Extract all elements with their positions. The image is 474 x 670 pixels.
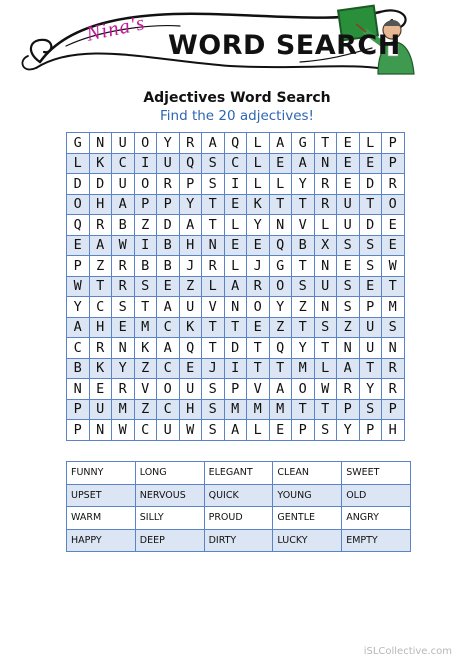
grid-cell[interactable]: U — [157, 420, 180, 441]
grid-cell[interactable]: I — [134, 235, 157, 256]
grid-cell[interactable]: E — [337, 174, 360, 195]
grid-cell[interactable]: O — [134, 174, 157, 195]
grid-cell[interactable]: L — [269, 174, 292, 195]
grid-cell[interactable]: Y — [247, 215, 270, 236]
letter-grid — [66, 132, 405, 441]
grid-cell[interactable]: D — [89, 174, 112, 195]
grid-cell[interactable]: R — [157, 174, 180, 195]
grid-cell[interactable]: L — [202, 276, 225, 297]
grid-cell[interactable]: S — [359, 235, 382, 256]
grid-cell[interactable]: T — [224, 317, 247, 338]
grid-cell[interactable]: P — [359, 297, 382, 318]
grid-cell[interactable]: T — [292, 256, 315, 277]
grid-cell[interactable]: N — [382, 338, 405, 359]
grid-cell[interactable]: C — [224, 153, 247, 174]
grid-cell[interactable]: C — [134, 420, 157, 441]
grid-cell[interactable]: R — [382, 379, 405, 400]
grid-cell[interactable]: T — [134, 297, 157, 318]
word-bank-row — [67, 529, 411, 552]
grid-row — [67, 215, 405, 236]
grid-cell[interactable]: P — [179, 174, 202, 195]
grid-cell[interactable]: U — [112, 174, 135, 195]
grid-cell[interactable]: T — [359, 194, 382, 215]
grid-cell[interactable]: Q — [179, 153, 202, 174]
grid-cell[interactable]: T — [292, 194, 315, 215]
grid-cell[interactable]: Y — [157, 133, 180, 154]
grid-cell[interactable]: R — [112, 379, 135, 400]
grid-cell[interactable]: E — [247, 235, 270, 256]
grid-cell[interactable]: H — [179, 235, 202, 256]
grid-row — [67, 256, 405, 277]
word-bank-item: GENTLE — [273, 507, 342, 530]
grid-cell[interactable]: D — [359, 215, 382, 236]
grid-cell[interactable]: E — [112, 317, 135, 338]
grid-cell[interactable]: P — [134, 194, 157, 215]
grid-cell[interactable]: E — [337, 153, 360, 174]
grid-cell[interactable]: C — [157, 358, 180, 379]
grid-cell[interactable]: Y — [292, 174, 315, 195]
grid-cell[interactable]: O — [157, 379, 180, 400]
grid-cell[interactable]: O — [269, 276, 292, 297]
grid-cell[interactable]: S — [202, 399, 225, 420]
grid-cell[interactable]: N — [269, 215, 292, 236]
grid-cell[interactable]: H — [89, 194, 112, 215]
grid-cell[interactable]: S — [382, 317, 405, 338]
grid-cell[interactable]: O — [247, 297, 270, 318]
grid-cell[interactable]: C — [89, 297, 112, 318]
grid-cell[interactable]: B — [157, 256, 180, 277]
grid-cell[interactable]: N — [224, 297, 247, 318]
word-bank-item: LONG — [135, 462, 204, 485]
grid-cell[interactable]: E — [224, 194, 247, 215]
grid-cell[interactable]: R — [179, 133, 202, 154]
grid-cell[interactable]: S — [314, 317, 337, 338]
grid-cell[interactable]: S — [292, 276, 315, 297]
grid-cell[interactable]: Y — [67, 297, 90, 318]
grid-cell[interactable]: R — [112, 256, 135, 277]
grid-row — [67, 174, 405, 195]
word-bank-item: ANGRY — [342, 507, 411, 530]
grid-cell[interactable]: E — [179, 358, 202, 379]
word-bank-item: CLEAN — [273, 462, 342, 485]
grid-cell[interactable]: V — [292, 215, 315, 236]
grid-cell[interactable]: P — [382, 133, 405, 154]
grid-cell[interactable]: Z — [89, 256, 112, 277]
word-bank-row — [67, 507, 411, 530]
grid-cell[interactable]: L — [67, 153, 90, 174]
grid-cell[interactable]: N — [314, 297, 337, 318]
grid-cell[interactable]: E — [269, 420, 292, 441]
grid-cell[interactable]: G — [269, 256, 292, 277]
grid-cell[interactable]: Q — [179, 338, 202, 359]
grid-row — [67, 358, 405, 379]
word-bank-item: HAPPY — [67, 529, 136, 552]
grid-cell[interactable]: Z — [179, 276, 202, 297]
grid-cell[interactable]: C — [157, 399, 180, 420]
grid-cell[interactable]: T — [202, 215, 225, 236]
grid-cell[interactable]: T — [202, 317, 225, 338]
grid-cell[interactable]: E — [89, 379, 112, 400]
grid-row — [67, 420, 405, 441]
grid-cell[interactable]: T — [314, 399, 337, 420]
grid-cell[interactable]: J — [247, 256, 270, 277]
grid-row — [67, 399, 405, 420]
grid-cell[interactable]: A — [89, 235, 112, 256]
grid-cell[interactable]: Q — [224, 133, 247, 154]
grid-cell[interactable]: C — [112, 153, 135, 174]
grid-cell[interactable]: I — [224, 174, 247, 195]
grid-cell[interactable]: P — [67, 420, 90, 441]
grid-cell[interactable]: E — [359, 276, 382, 297]
grid-cell[interactable]: V — [247, 379, 270, 400]
grid-cell[interactable]: T — [359, 358, 382, 379]
word-bank-item: QUICK — [204, 484, 273, 507]
grid-cell[interactable]: T — [269, 194, 292, 215]
grid-cell[interactable]: E — [157, 276, 180, 297]
worksheet-subtitle: Adjectives Word Search — [143, 90, 331, 106]
grid-cell[interactable]: M — [382, 297, 405, 318]
word-bank-item: SWEET — [342, 462, 411, 485]
grid-cell[interactable]: A — [224, 420, 247, 441]
grid-cell[interactable]: M — [292, 358, 315, 379]
word-bank-item: NERVOUS — [135, 484, 204, 507]
grid-cell[interactable]: Y — [292, 338, 315, 359]
grid-cell[interactable]: R — [314, 174, 337, 195]
grid-cell[interactable]: E — [337, 133, 360, 154]
grid-cell[interactable]: T — [89, 276, 112, 297]
grid-cell[interactable]: Y — [337, 420, 360, 441]
grid-cell[interactable]: U — [359, 338, 382, 359]
grid-cell[interactable]: X — [314, 235, 337, 256]
word-bank-item: DEEP — [135, 529, 204, 552]
grid-cell[interactable]: L — [247, 153, 270, 174]
word-bank-item: FUNNY — [67, 462, 136, 485]
grid-cell[interactable]: M — [247, 399, 270, 420]
grid-cell[interactable]: S — [202, 174, 225, 195]
grid-row — [67, 317, 405, 338]
grid-cell[interactable]: T — [202, 194, 225, 215]
word-bank-item: PROUD — [204, 507, 273, 530]
grid-cell[interactable]: U — [179, 379, 202, 400]
grid-cell[interactable]: Q — [67, 215, 90, 236]
grid-cell[interactable]: N — [112, 338, 135, 359]
grid-cell[interactable]: T — [292, 317, 315, 338]
header-banner — [0, 0, 474, 82]
grid-cell[interactable]: U — [337, 215, 360, 236]
grid-cell[interactable]: N — [337, 338, 360, 359]
grid-cell[interactable]: K — [89, 358, 112, 379]
grid-cell[interactable]: O — [382, 194, 405, 215]
grid-cell[interactable]: S — [359, 256, 382, 277]
grid-cell[interactable]: S — [202, 153, 225, 174]
word-bank-row — [67, 462, 411, 485]
grid-cell[interactable]: Z — [134, 358, 157, 379]
grid-cell[interactable]: Y — [179, 194, 202, 215]
grid-cell[interactable]: Y — [269, 297, 292, 318]
grid-cell[interactable]: A — [157, 297, 180, 318]
grid-cell[interactable]: I — [224, 358, 247, 379]
grid-cell[interactable]: C — [157, 317, 180, 338]
grid-cell[interactable]: T — [292, 399, 315, 420]
grid-cell[interactable]: B — [112, 215, 135, 236]
grid-cell[interactable]: E — [382, 235, 405, 256]
grid-cell[interactable]: Y — [359, 379, 382, 400]
grid-cell[interactable]: R — [382, 174, 405, 195]
grid-cell[interactable]: P — [224, 379, 247, 400]
grid-row — [67, 153, 405, 174]
grid-cell[interactable]: S — [337, 276, 360, 297]
grid-cell[interactable]: S — [359, 399, 382, 420]
grid-cell[interactable]: A — [202, 133, 225, 154]
grid-cell[interactable]: L — [314, 215, 337, 236]
grid-cell[interactable]: Q — [269, 235, 292, 256]
grid-cell[interactable]: P — [67, 256, 90, 277]
grid-cell[interactable]: L — [224, 256, 247, 277]
grid-cell[interactable]: A — [269, 379, 292, 400]
grid-cell[interactable]: E — [67, 235, 90, 256]
word-bank-item: LUCKY — [273, 529, 342, 552]
grid-cell[interactable]: N — [89, 420, 112, 441]
grid-row — [67, 194, 405, 215]
author-name: Nina's — [84, 10, 148, 46]
grid-cell[interactable]: S — [337, 297, 360, 318]
grid-cell[interactable]: U — [337, 194, 360, 215]
grid-cell[interactable]: L — [247, 174, 270, 195]
grid-cell[interactable]: P — [157, 194, 180, 215]
grid-cell[interactable]: U — [179, 297, 202, 318]
grid-cell[interactable]: N — [202, 235, 225, 256]
grid-cell[interactable]: U — [112, 133, 135, 154]
word-bank-item: YOUNG — [273, 484, 342, 507]
grid-cell[interactable]: P — [382, 153, 405, 174]
grid-cell[interactable]: M — [134, 317, 157, 338]
grid-cell[interactable]: Z — [134, 215, 157, 236]
grid-cell[interactable]: N — [314, 153, 337, 174]
word-bank-item: OLD — [342, 484, 411, 507]
grid-row — [67, 338, 405, 359]
grid-cell[interactable]: P — [292, 420, 315, 441]
grid-cell[interactable]: E — [224, 235, 247, 256]
grid-cell[interactable]: W — [112, 420, 135, 441]
grid-cell[interactable]: K — [247, 194, 270, 215]
grid-cell[interactable]: S — [337, 235, 360, 256]
grid-cell[interactable]: C — [67, 338, 90, 359]
grid-cell[interactable]: U — [359, 317, 382, 338]
grid-cell[interactable]: A — [157, 338, 180, 359]
grid-row — [67, 133, 405, 154]
grid-cell[interactable]: G — [292, 133, 315, 154]
grid-cell[interactable]: S — [202, 420, 225, 441]
grid-cell[interactable]: A — [269, 133, 292, 154]
grid-cell[interactable]: W — [179, 420, 202, 441]
grid-cell[interactable]: E — [359, 153, 382, 174]
grid-cell[interactable]: P — [382, 399, 405, 420]
grid-cell[interactable]: M — [112, 399, 135, 420]
grid-cell[interactable]: Y — [112, 358, 135, 379]
grid-cell[interactable]: G — [67, 133, 90, 154]
grid-row — [67, 379, 405, 400]
grid-cell[interactable]: D — [157, 215, 180, 236]
grid-cell[interactable]: O — [134, 133, 157, 154]
grid-cell[interactable]: I — [134, 153, 157, 174]
grid-cell[interactable]: S — [134, 276, 157, 297]
grid-cell[interactable]: H — [179, 399, 202, 420]
grid-cell[interactable]: A — [179, 215, 202, 236]
grid-cell[interactable]: T — [314, 133, 337, 154]
grid-cell[interactable]: N — [314, 256, 337, 277]
grid-cell[interactable]: R — [247, 276, 270, 297]
grid-cell[interactable]: V — [134, 379, 157, 400]
grid-cell[interactable]: M — [224, 399, 247, 420]
grid-cell[interactable]: A — [337, 358, 360, 379]
grid-cell[interactable]: Z — [337, 317, 360, 338]
grid-cell[interactable]: W — [314, 379, 337, 400]
grid-cell[interactable]: O — [67, 194, 90, 215]
grid-cell[interactable]: R — [337, 379, 360, 400]
grid-row — [67, 276, 405, 297]
grid-cell[interactable]: Z — [134, 399, 157, 420]
grid-cell[interactable]: L — [314, 358, 337, 379]
grid-cell[interactable]: U — [157, 153, 180, 174]
grid-cell[interactable]: D — [224, 338, 247, 359]
word-bank-item: SILLY — [135, 507, 204, 530]
grid-cell[interactable]: D — [67, 174, 90, 195]
grid-cell[interactable]: E — [337, 256, 360, 277]
grid-cell[interactable]: P — [337, 399, 360, 420]
grid-cell[interactable]: A — [112, 194, 135, 215]
grid-cell[interactable]: L — [224, 215, 247, 236]
grid-cell[interactable]: Z — [269, 317, 292, 338]
grid-cell[interactable]: R — [314, 194, 337, 215]
grid-cell[interactable]: R — [89, 215, 112, 236]
grid-cell[interactable]: T — [247, 338, 270, 359]
grid-cell[interactable]: E — [247, 317, 270, 338]
grid-cell[interactable]: U — [314, 276, 337, 297]
grid-cell[interactable]: L — [359, 133, 382, 154]
word-bank-item: DIRTY — [204, 529, 273, 552]
grid-cell[interactable]: U — [89, 399, 112, 420]
grid-cell[interactable]: B — [67, 358, 90, 379]
grid-cell[interactable]: A — [292, 153, 315, 174]
grid-cell[interactable]: E — [269, 153, 292, 174]
grid-cell[interactable]: R — [382, 358, 405, 379]
grid-cell[interactable]: P — [359, 420, 382, 441]
grid-cell[interactable]: H — [382, 420, 405, 441]
grid-cell[interactable]: J — [179, 256, 202, 277]
grid-cell[interactable]: T — [314, 338, 337, 359]
grid-cell[interactable]: A — [67, 317, 90, 338]
word-bank-item: WARM — [67, 507, 136, 530]
grid-cell[interactable]: L — [247, 133, 270, 154]
grid-cell[interactable]: W — [382, 256, 405, 277]
watermark: iSLCollective.com — [363, 646, 452, 657]
grid-cell[interactable]: T — [382, 276, 405, 297]
grid-cell[interactable]: V — [202, 297, 225, 318]
word-bank-row — [67, 484, 411, 507]
grid-cell[interactable]: H — [89, 317, 112, 338]
grid-cell[interactable]: J — [202, 358, 225, 379]
grid-cell[interactable]: T — [269, 358, 292, 379]
grid-cell[interactable]: Q — [269, 338, 292, 359]
grid-cell[interactable]: T — [202, 338, 225, 359]
grid-cell[interactable]: A — [224, 276, 247, 297]
grid-row — [67, 235, 405, 256]
grid-cell[interactable]: R — [89, 338, 112, 359]
grid-cell[interactable]: N — [67, 379, 90, 400]
grid-cell[interactable]: R — [112, 276, 135, 297]
grid-cell[interactable]: W — [67, 276, 90, 297]
grid-cell[interactable]: O — [292, 379, 315, 400]
word-bank-item: UPSET — [67, 484, 136, 507]
grid-cell[interactable]: B — [157, 235, 180, 256]
grid-cell[interactable]: P — [67, 399, 90, 420]
grid-cell[interactable]: T — [247, 358, 270, 379]
word-bank — [66, 461, 411, 552]
grid-row — [67, 297, 405, 318]
grid-cell[interactable]: S — [112, 297, 135, 318]
grid-cell[interactable]: M — [269, 399, 292, 420]
grid-cell[interactable]: K — [134, 338, 157, 359]
grid-cell[interactable]: W — [112, 235, 135, 256]
grid-cell[interactable]: R — [202, 256, 225, 277]
grid-cell[interactable]: B — [292, 235, 315, 256]
word-bank-item: EMPTY — [342, 529, 411, 552]
word-bank-item: ELEGANT — [204, 462, 273, 485]
grid-cell[interactable]: L — [247, 420, 270, 441]
grid-cell[interactable]: K — [179, 317, 202, 338]
grid-cell[interactable]: S — [202, 379, 225, 400]
worksheet-instruction: Find the 20 adjectives! — [160, 108, 314, 124]
grid-cell[interactable]: Z — [292, 297, 315, 318]
grid-cell[interactable]: N — [89, 133, 112, 154]
grid-cell[interactable]: B — [134, 256, 157, 277]
grid-cell[interactable]: S — [314, 420, 337, 441]
grid-cell[interactable]: K — [89, 153, 112, 174]
grid-cell[interactable]: E — [382, 215, 405, 236]
page-title: WORD SEARCH — [168, 30, 401, 61]
grid-cell[interactable]: D — [359, 174, 382, 195]
